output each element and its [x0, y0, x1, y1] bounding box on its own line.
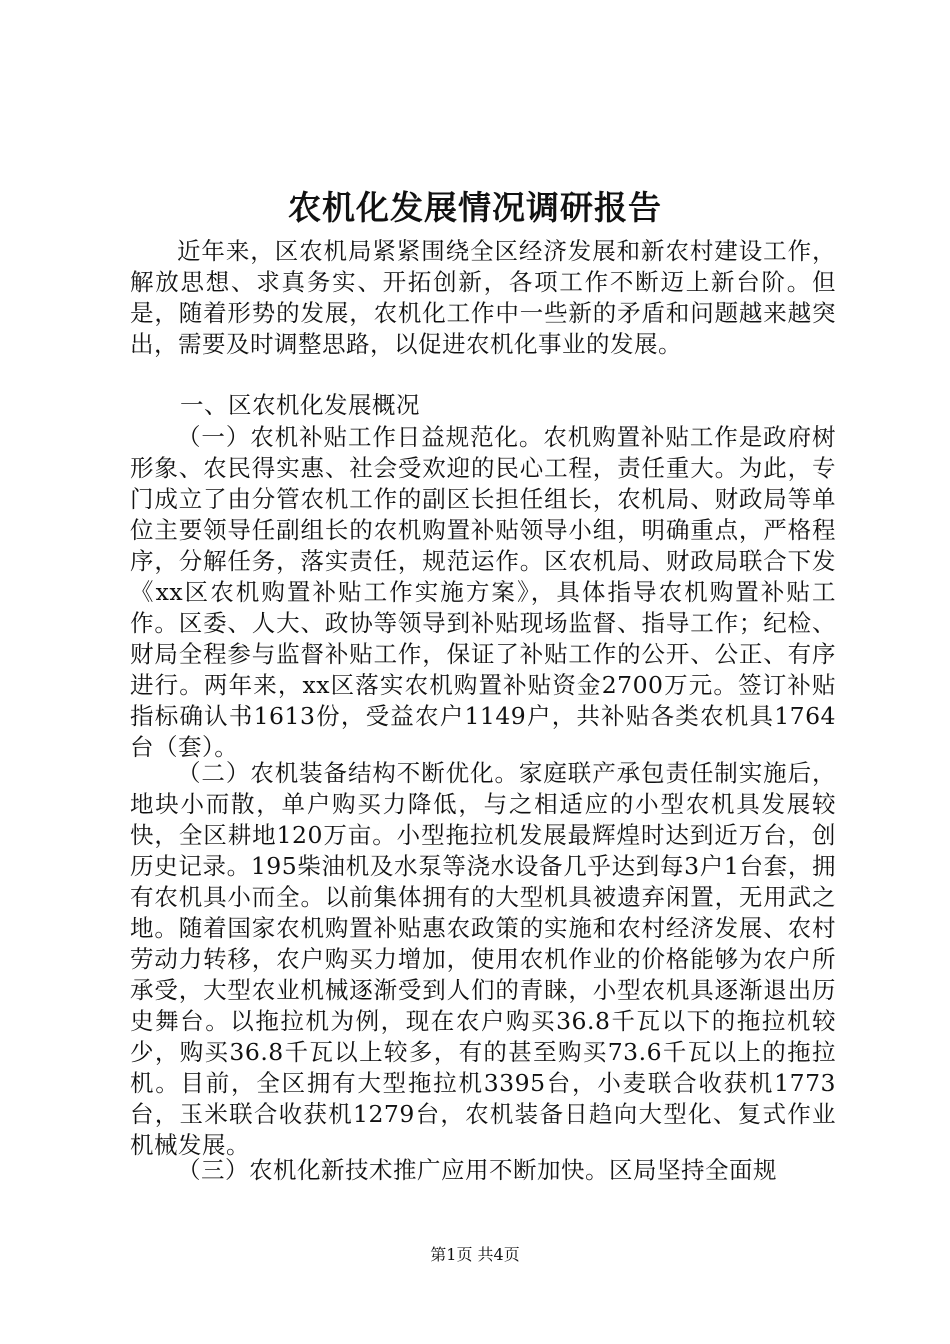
page-footer: 第1页 共4页	[430, 1245, 520, 1264]
paragraph-subsidy: （一）农机补贴工作日益规范化。农机购置补贴工作是政府树形象、农民得实惠、社会受欢迎的民心工程，责任重大。为此，专门成立了由分管农机工作的副区长担任组长，农机局、财政局等单位主要领导任副组长的农机购置补贴领导小组，明确重点，严格程序，分解任务，落实责任，规范运作。区农机局、财政局联合下发《xx区农机购置补贴工作实施方案》，具体指导农机购置补贴工作。区委、人大、政协等领导到补贴现场监督、指导工作；纪检、财局全程参与监督补贴工作，保证了补贴工作的公开、公正、有序进行。两年来，xx区落实农机购置补贴资金2700万元。签订补贴指标确认书1613份，受益农户1149户，共补贴各类农机具1764台（套）。	[130, 423, 836, 761]
section-heading: 一、区农机化发展概况	[180, 391, 420, 419]
paragraph-technology: （三）农机化新技术推广应用不断加快。区局坚持全面规	[177, 1156, 777, 1184]
intro-paragraph: 近年来，区农机局紧紧围绕全区经济发展和新农村建设工作，解放思想、求真务实、开拓创新，各项工作不断迈上新台阶。但是，随着形势的发展，农机化工作中一些新的矛盾和问题越来越突出，需要及时调整思路，以促进农机化事业的发展。	[130, 237, 836, 358]
document-title: 农机化发展情况调研报告	[288, 188, 662, 227]
paragraph-equipment: （二）农机装备结构不断优化。家庭联产承包责任制实施后，地块小而散，单户购买力降低，与之相适应的小型农机具发展较快，全区耕地120万亩。小型拖拉机发展最辉煌时达到近万台，创历史记录。195柴油机及水泵等浇水设备几乎达到每3户1台套，拥有农机具小而全。以前集体拥有的大型机具被遗弃闲置，无用武之地。随着国家农机购置补贴惠农政策的实施和农村经济发展、农村劳动力转移，农户购买力增加，使用农机作业的价格能够为农户所承受，大型农业机械逐渐受到人们的青睐，小型农机具逐渐退出历史舞台。以拖拉机为例，现在农户购买36.8千瓦以下的拖拉机较少，购买36.8千瓦以上较多，有的甚至购买73.6千瓦以上的拖拉机。目前，全区拥有大型拖拉机3395台，小麦联合收获机1773台，玉米联合收获机1279台，农机装备日趋向大型化、复式作业机械发展。	[130, 759, 836, 1159]
